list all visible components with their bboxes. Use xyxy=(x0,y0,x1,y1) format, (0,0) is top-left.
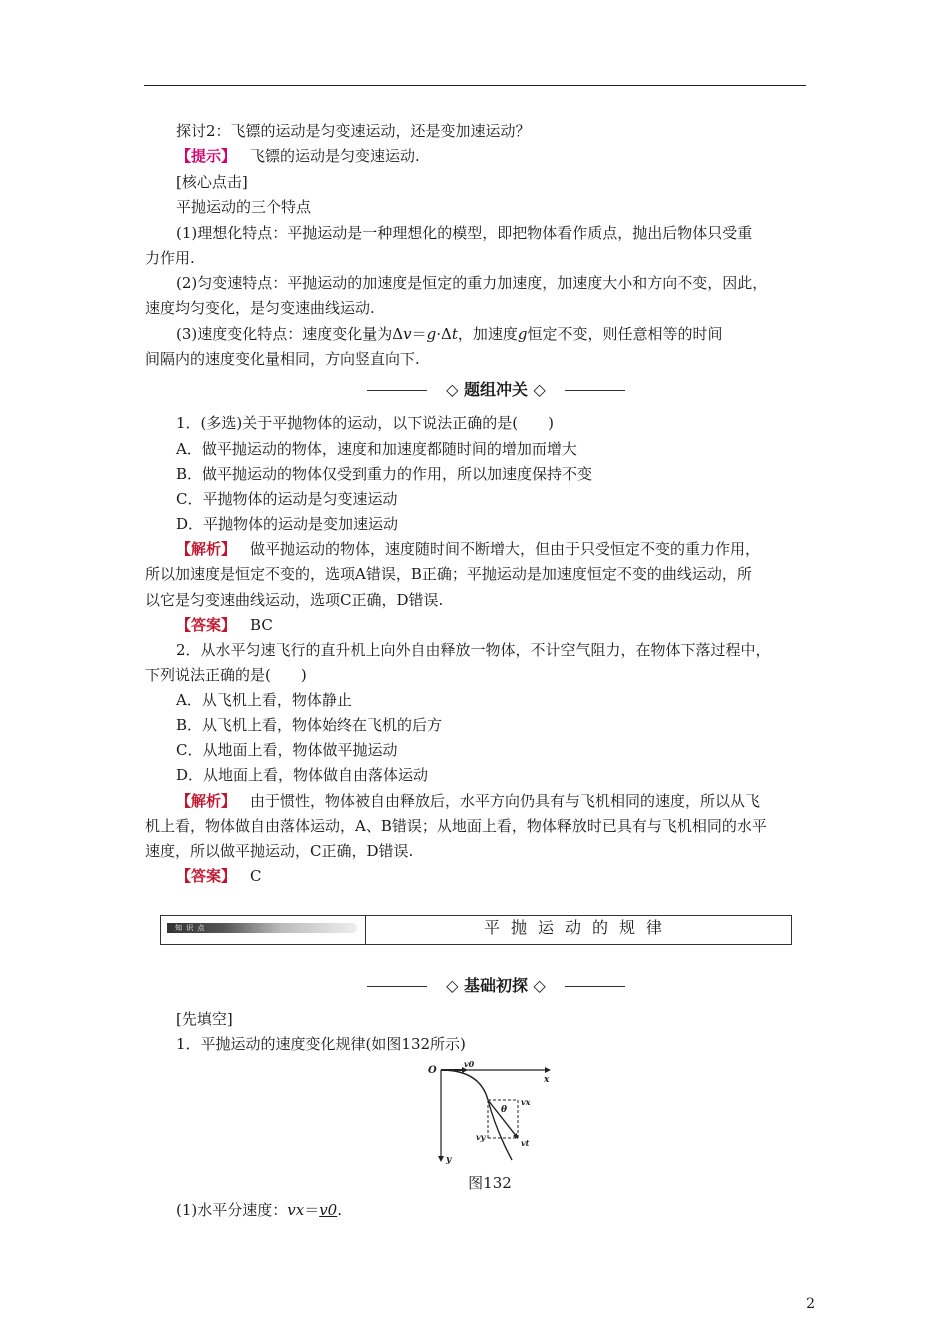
discussion-question: 探讨2：飞镖的运动是匀变速运动，还是变加速运动？ xyxy=(176,122,531,140)
feature-1-line-1: (1)理想化特点：平抛运动是一种理想化的模型，即把物体看作质点，抛出后物体只受重 xyxy=(176,224,753,242)
q1-answer: BC xyxy=(250,616,273,634)
q1-option-d: D．平抛物体的运动是变加速运动 xyxy=(176,515,399,533)
q1-analysis-line-1 xyxy=(176,539,841,559)
section-title: ◇ 基础初探 ◇ xyxy=(446,976,546,995)
q2-answer: C xyxy=(250,867,262,885)
feature-2-line-1: (2)匀变速特点：平抛运动的加速度是恒定的重力加速度，加速度大小和方向不变，因此， xyxy=(176,274,768,292)
q2-answer-line xyxy=(176,866,841,886)
section-rule-right xyxy=(565,390,625,391)
page-number: 2 xyxy=(806,1296,815,1312)
vx-label: vx xyxy=(521,1097,531,1107)
q1-analysis-tag: 【解析】 xyxy=(176,540,237,558)
vt-label: vt xyxy=(521,1138,530,1148)
q2-option-a: A．从飞机上看，物体静止 xyxy=(176,691,352,709)
item-1-heading: 1．平抛运动的速度变化规律(如图132所示) xyxy=(176,1035,466,1053)
y-label: y xyxy=(446,1155,452,1165)
feature-3-text-e: 恒定不变，则任意相等的时间 xyxy=(527,325,723,343)
knowledge-point-badge-cell xyxy=(161,916,366,944)
feature-3-text-c: ·Δ xyxy=(436,325,452,343)
q1-option-c: C．平抛物体的运动是匀变速运动 xyxy=(176,490,398,508)
header-rule xyxy=(144,85,806,86)
horizontal-velocity-label: (1)水平分速度： xyxy=(176,1201,288,1219)
x-label: x xyxy=(544,1075,550,1085)
feature-3-var-g2: g xyxy=(517,325,528,343)
section-header-basic xyxy=(367,976,625,996)
q2-analysis-line-3: 速度，所以做平抛运动，C正确，D错误. xyxy=(145,842,414,860)
horizontal-velocity-eq: ＝ xyxy=(304,1201,320,1219)
knowledge-point-badge xyxy=(167,923,357,933)
hint-line xyxy=(176,146,841,166)
x-axis-arrow xyxy=(545,1067,551,1073)
q2-analysis-text: 由于惯性，物体被自由释放后，水平方向仍具有与飞机相同的速度，所以从飞 xyxy=(250,792,761,810)
feature-2-line-2: 速度均匀变化，是匀变速曲线运动. xyxy=(145,299,375,317)
projectile-velocity-figure xyxy=(420,1060,560,1170)
q2-option-d: D．从地面上看，物体做自由落体运动 xyxy=(176,766,429,784)
figure-caption: 图132 xyxy=(468,1174,512,1192)
q2-option-b: B．从飞机上看，物体始终在飞机的后方 xyxy=(176,716,443,734)
feature-3-var-t: t xyxy=(451,325,458,343)
hint-text: 飞镖的运动是匀变速运动. xyxy=(250,147,420,165)
v0-label: v0 xyxy=(464,1060,475,1069)
trajectory-curve xyxy=(441,1070,512,1160)
q1-analysis-text: 做平抛运动的物体，速度随时间不断增大，但由于只受恒定不变的重力作用， xyxy=(250,540,761,558)
origin-label: O xyxy=(428,1065,437,1076)
y-axis-arrow xyxy=(438,1156,444,1162)
horizontal-velocity-answer: v0 xyxy=(319,1201,338,1219)
q1-answer-line xyxy=(176,615,841,635)
horizontal-velocity-line: (1)水平分速度：vx＝v0. xyxy=(176,1201,343,1219)
knowledge-point-box xyxy=(160,915,792,945)
core-header: [核心点击] xyxy=(176,173,248,191)
q1-answer-tag: 【答案】 xyxy=(176,616,237,634)
q2-answer-tag: 【答案】 xyxy=(176,867,237,885)
q2-stem-line-1: 2．从水平匀速飞行的直升机上向外自由释放一物体，不计空气阻力，在物体下落过程中， xyxy=(176,641,771,659)
q1-stem: 1．(多选)关于平抛物体的运动，以下说法正确的是( ) xyxy=(176,414,554,432)
feature-1-line-2: 力作用. xyxy=(145,249,195,267)
three-features-title: 平抛运动的三个特点 xyxy=(176,198,312,216)
knowledge-point-badge-text: 知 识 点 xyxy=(175,924,206,932)
feature-3-text-d: ，加速度 xyxy=(457,325,518,343)
feature-3-var-g: g xyxy=(426,325,437,343)
q2-stem-line-2: 下列说法正确的是( ) xyxy=(145,666,307,684)
vy-label: vy xyxy=(476,1132,486,1142)
horizontal-velocity-var: vx xyxy=(287,1201,305,1219)
q2-option-c: C．从地面上看，物体做平抛运动 xyxy=(176,741,398,759)
feature-3-line-2: 间隔内的速度变化量相同，方向竖直向下. xyxy=(145,350,420,368)
section-title: ◇ 题组冲关 ◇ xyxy=(446,380,546,399)
feature-3-text-b: ＝ xyxy=(411,325,427,343)
feature-3-var-v: v xyxy=(403,325,412,343)
fill-header: [先填空] xyxy=(176,1010,233,1028)
q2-analysis-tag: 【解析】 xyxy=(176,792,237,810)
feature-3-line-1 xyxy=(176,324,841,344)
q2-analysis-line-1 xyxy=(176,791,841,811)
hint-tag: 【提示】 xyxy=(176,147,237,165)
theta-label: θ xyxy=(501,1105,508,1115)
section-rule-right xyxy=(565,986,625,987)
feature-3-text-a: (3)速度变化特点：速度变化量为Δ xyxy=(176,325,404,343)
q1-analysis-line-3: 以它是匀变速曲线运动，选项C正确，D错误. xyxy=(145,591,444,609)
section-header-group-practice xyxy=(367,380,625,400)
q1-option-a: A．做平抛运动的物体，速度和加速度都随时间的增加而增大 xyxy=(176,440,577,458)
q1-analysis-line-2: 所以加速度是恒定不变的，选项A错误，B正确；平抛运动是加速度恒定不变的曲线运动，所 xyxy=(145,565,752,583)
q2-analysis-line-2: 机上看，物体做自由落体运动，A、B错误；从地面上看，物体释放时已具有与飞机相同的水平 xyxy=(145,817,767,835)
knowledge-point-title: 平抛运动的规律 xyxy=(483,918,673,937)
q1-option-b: B．做平抛运动的物体仅受到重力的作用，所以加速度保持不变 xyxy=(176,465,593,483)
